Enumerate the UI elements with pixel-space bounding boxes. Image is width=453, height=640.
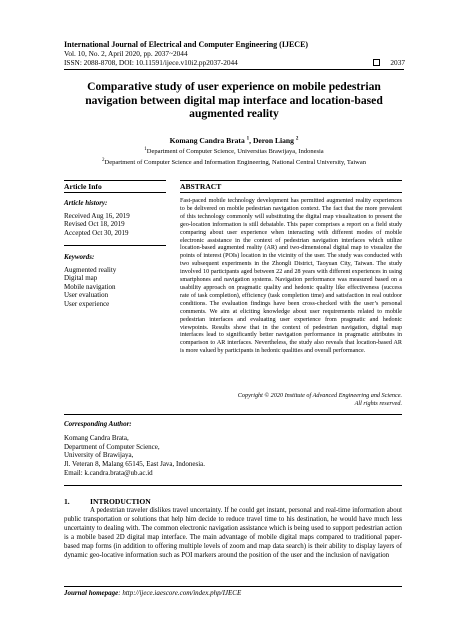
abstract-heading: ABSTRACT — [180, 182, 222, 191]
copyright-line: Copyright © 2020 Institute of Advanced Engineering and Science. — [237, 392, 402, 399]
journal-name: International Journal of Electrical and Computer Engineering (IJECE) — [64, 40, 309, 49]
affiliation-text: Department of Computer Science, Universitas Brawijaya, Indonesia — [146, 148, 324, 156]
corresponding-author — [64, 420, 402, 478]
author-sup: 1 — [246, 136, 250, 142]
corresponding-heading: Corresponding Author: — [64, 420, 132, 428]
section-number: 1. — [64, 497, 70, 506]
author-name: Deron Liang — [252, 136, 294, 145]
affiliation-sup: 2 — [102, 157, 105, 163]
corresponding-line: Komang Candra Brata, — [64, 433, 129, 442]
article-history — [64, 199, 166, 237]
history-heading: Article history: — [64, 199, 108, 207]
corresponding-line: Jl. Veteran 8, Malang 65145, East Java, Indonesia. — [64, 460, 206, 469]
journal-volume: Vol. 10, No. 2, April 2020, pp. 2037~2044 — [64, 49, 188, 58]
history-item: Received Aug 16, 2019 — [64, 211, 130, 220]
history-item: Revised Oct 18, 2019 — [64, 220, 125, 229]
copyright-line: All rights reserved. — [354, 400, 402, 407]
copyright — [180, 392, 402, 408]
divider — [180, 180, 402, 181]
author-name: Komang Candra Brata — [169, 136, 245, 145]
affiliation — [64, 146, 404, 157]
introduction-text: A pedestrian traveler dislikes travel uncertainty. If he could get instant, personal and real-time information about public transportation or solutions that help him decide to reduce travel time to his destination, he would have much less uncertainty to dealing with. The common electronic navigation assistance which is being used to support pedestrian action is a mobile based 2D digital map interface. The main advantage of mobile digital maps compared to traditional paper-based map forms (in addition to offering multiple levels of zoom and map data search) is their ability to display layers of dynamic geo-locative information such as POI markers around the position of the user and the inclusion of navigation — [64, 507, 402, 559]
section-title: INTRODUCTION — [90, 497, 151, 506]
header-divider — [64, 69, 404, 70]
divider — [64, 485, 402, 486]
article-info-heading: Article Info — [64, 182, 102, 191]
divider — [64, 192, 166, 193]
keyword: Mobile navigation — [64, 282, 116, 291]
journal-issn: ISSN: 2088-8708, DOI: 10.11591/ijece.v10i2.pp2037-2044 — [64, 58, 238, 67]
paper-title: Comparative study of user experience on mobile pedestrian navigation between digital map interface and location-based augmented reality — [85, 80, 383, 120]
journal-homepage — [64, 589, 241, 597]
footer-divider — [64, 586, 402, 587]
keywords-heading: Keywords: — [64, 253, 95, 261]
keyword: User experience — [64, 299, 110, 308]
page-number: 2037 — [390, 58, 405, 67]
corresponding-line: Department of Computer Science, — [64, 442, 160, 451]
homepage-url[interactable]: : http://ijece.iaescore.com/index.php/IJECE — [118, 589, 242, 597]
section-heading — [64, 497, 151, 506]
divider — [180, 192, 402, 193]
divider — [64, 180, 166, 181]
corresponding-line: University of Brawijaya, — [64, 451, 134, 460]
page-number-group — [373, 58, 405, 67]
homepage-label: Journal homepage — [64, 589, 119, 597]
author-sup: 2 — [295, 136, 299, 142]
keywords — [64, 253, 166, 309]
author-separator: , — [249, 136, 253, 145]
journal-header — [64, 40, 404, 67]
keyword: Digital map — [64, 274, 98, 283]
affiliation — [64, 157, 404, 168]
keyword: Augmented reality — [64, 265, 117, 274]
square-icon — [373, 59, 380, 66]
history-item: Accepted Oct 30, 2019 — [64, 228, 129, 237]
abstract-text: Fast-paced mobile technology development has permitted augmented reality experiences to be delivered on mobile pedestrian navigation context. The fact that the more prevalent of this technology commonly will substituting the digital map visualization to present the geo-location information is still debatable. This paper comprises a report on a field study comparing about user experience when interacting with different modes of mobile electronic assistance in the context of pedestrian navigation interfaces which utilize location-based augmented reality (AR) and two-dimensional digital map to visualize the points of interest (POIs) location in the vicinity of the user. The study was conducted with two subsequent experiments in the Zhongli District, Taoyuan City, Taiwan. The study involved 10 participants aged between 22 and 28 years with different experiences in using smartphones and navigation systems. Navigation performance was measured based on a usability approach on pragmatic quality and hedonic quality like effectiveness (success rate of task completion), efficiency (task completion time) and satisfaction in real outdoor conditions. The evaluation findings have been cross-checked with the user’s personal comments. We aim at eliciting knowledge about user requirements related to mobile pedestrian interfaces and evaluating user experience from pragmatic and hedonic viewpoints. Results show that in the context of pedestrian navigation, digital map interfaces lead to significantly better navigation performance in pragmatic attributes in comparison to AR interfaces. Nevertheless, the study also reveals that location-based AR is more valued by participants in hedonic qualities and overall performance. — [180, 198, 402, 355]
affiliation-text: Department of Computer Science and Information Engineering, National Central University, Taiwan — [104, 158, 366, 166]
author-line — [64, 136, 404, 145]
affiliations — [64, 146, 404, 167]
affiliation-sup: 1 — [144, 147, 147, 152]
divider — [64, 245, 166, 246]
corresponding-line: Email: k.candra.brata@ub.ac.id — [64, 468, 153, 477]
divider — [64, 414, 402, 415]
keyword: User evaluation — [64, 291, 109, 300]
